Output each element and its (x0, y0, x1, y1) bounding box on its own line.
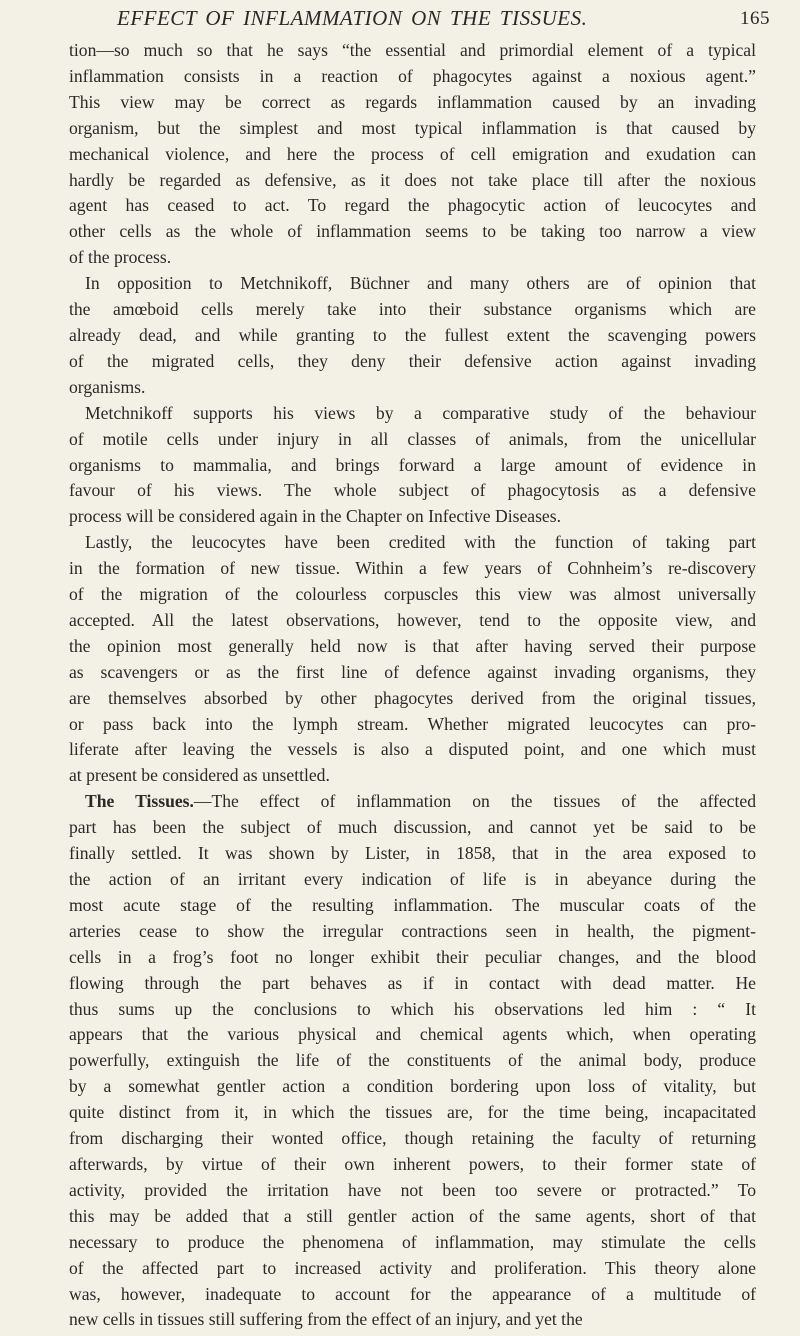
text-line: necessary to produce the phenomena of inflammation, may stimulate the cells (69, 1231, 756, 1252)
text-line: arteries cease to show the irregular contractions seen in health, the pigment- (69, 920, 756, 941)
text-line: In opposition to Metchnikoff, Büchner and many others are of opinion that (85, 273, 756, 294)
text-line: the amœboid cells merely take into their substance organisms which are (69, 299, 756, 320)
text-line: organisms to mammalia, and brings forward a large amount of evidence in (69, 454, 756, 475)
running-head (117, 6, 770, 36)
text-line: quite distinct from it, in which the tissues are, for the time being, incapacitated (69, 1102, 756, 1123)
text-line: finally settled. It was shown by Lister, in 1858, that in the area exposed to (69, 843, 756, 864)
text-line: cells in a frog’s foot no longer exhibit their peculiar changes, and the blood (69, 946, 756, 967)
text-line: of the migrated cells, they deny their defensive action against invading (69, 350, 756, 371)
text-line: are themselves absorbed by other phagocytes derived from the original tissues, (69, 687, 756, 708)
text-line: this may be added that a still gentler action of the same agents, short of that (69, 1205, 756, 1226)
text-line: organism, but the simplest and most typical inflammation is that caused by (69, 117, 756, 138)
paragraph (52, 401, 756, 531)
text-line: liferate after leaving the vessels is also a disputed point, and one which must (69, 739, 756, 760)
text-line: Metchnikoff supports his views by a comparative study of the behaviour (85, 402, 756, 423)
text-line: thus sums up the conclusions to which his observations led him : “ It (69, 998, 756, 1019)
text-line: other cells as the whole of inflammation seems to be taking too narrow a view (69, 221, 756, 242)
text-line: The Tissues.—The effect of inflammation on the tissues of the affected (85, 791, 756, 812)
text-line: of the affected part to increased activity and proliferation. This theory alone (69, 1257, 756, 1278)
text-line: as scavengers or as the first line of defence against invading organisms, they (69, 661, 756, 682)
paragraph (52, 38, 756, 271)
text-line: part has been the subject of much discussion, and cannot yet be said to be (69, 817, 756, 838)
text-line: organisms. (69, 376, 146, 397)
text-line: the action of an irritant every indication of life is in abeyance during the (69, 869, 756, 889)
text-line: inflammation consists in a reaction of phagocytes against a noxious agent.” (69, 65, 756, 86)
body-text (52, 38, 756, 1333)
paragraph (52, 271, 756, 401)
page-number: 165 (740, 8, 770, 29)
text-line: accepted. All the latest observations, however, tend to the opposite view, and (69, 609, 756, 630)
text-line: mechanical violence, and here the process of cell emigration and exudation can (69, 143, 756, 164)
text-line: of motile cells under injury in all classes of animals, from the unicellular (69, 428, 756, 449)
text-line: from discharging their wonted office, though retaining the faculty of returning (69, 1128, 756, 1149)
text-line: Lastly, the leucocytes have been credited with the function of taking part (85, 532, 756, 553)
text-line: by a somewhat gentler action a condition bordering upon loss of vitality, but (69, 1076, 756, 1097)
text-line: at present be considered as unsettled. (69, 765, 330, 786)
section-heading: The Tissues. (85, 791, 194, 812)
text-line: in the formation of new tissue. Within a few years of Cohnheim’s re-discovery (69, 558, 756, 579)
paragraph (52, 789, 756, 1333)
text-line: hardly be regarded as defensive, as it does not take place till after the noxious (69, 169, 756, 190)
text-line: of the process. (69, 247, 172, 268)
text-line: already dead, and while granting to the fullest extent the scavenging powers (69, 324, 756, 345)
paragraph (52, 530, 756, 789)
text-line: flowing through the part behaves as if in contact with dead matter. He (69, 972, 756, 993)
text-line: of the migration of the colourless corpuscles this view was almost universally (69, 584, 756, 605)
text-line: agent has ceased to act. To regard the phagocytic action of leucocytes and (69, 195, 756, 216)
text-line: appears that the various physical and chemical agents which, when operating (69, 1024, 756, 1045)
text-line: most acute stage of the resulting inflammation. The muscular coats of the (69, 894, 756, 915)
text-line: tion—so much so that he says “the essential and primordial element of a typical (69, 40, 756, 60)
text-line: new cells in tissues still suffering from the effect of an injury, and yet the (69, 1309, 583, 1330)
text-line: favour of his views. The whole subject of phagocytosis as a defensive (69, 480, 756, 501)
text-line: the opinion most generally held now is that after having served their purpose (69, 635, 756, 656)
text-line: activity, provided the irritation have not been too severe or protracted.” To (69, 1179, 756, 1200)
text-line: or pass back into the lymph stream. Whether migrated leucocytes can pro- (69, 713, 756, 734)
text-line: afterwards, by virtue of their own inherent powers, to their former state of (69, 1153, 756, 1174)
text-line: powerfully, extinguish the life of the constituents of the animal body, produce (69, 1050, 756, 1071)
text-line: process will be considered again in the Chapter on Infective Diseases. (69, 506, 561, 527)
text-line: was, however, inadequate to account for the appearance of a multitude of (69, 1283, 756, 1304)
text-line: This view may be correct as regards inflammation caused by an invading (69, 91, 756, 112)
running-title: EFFECT OF INFLAMMATION ON THE TISSUES. (117, 6, 588, 30)
